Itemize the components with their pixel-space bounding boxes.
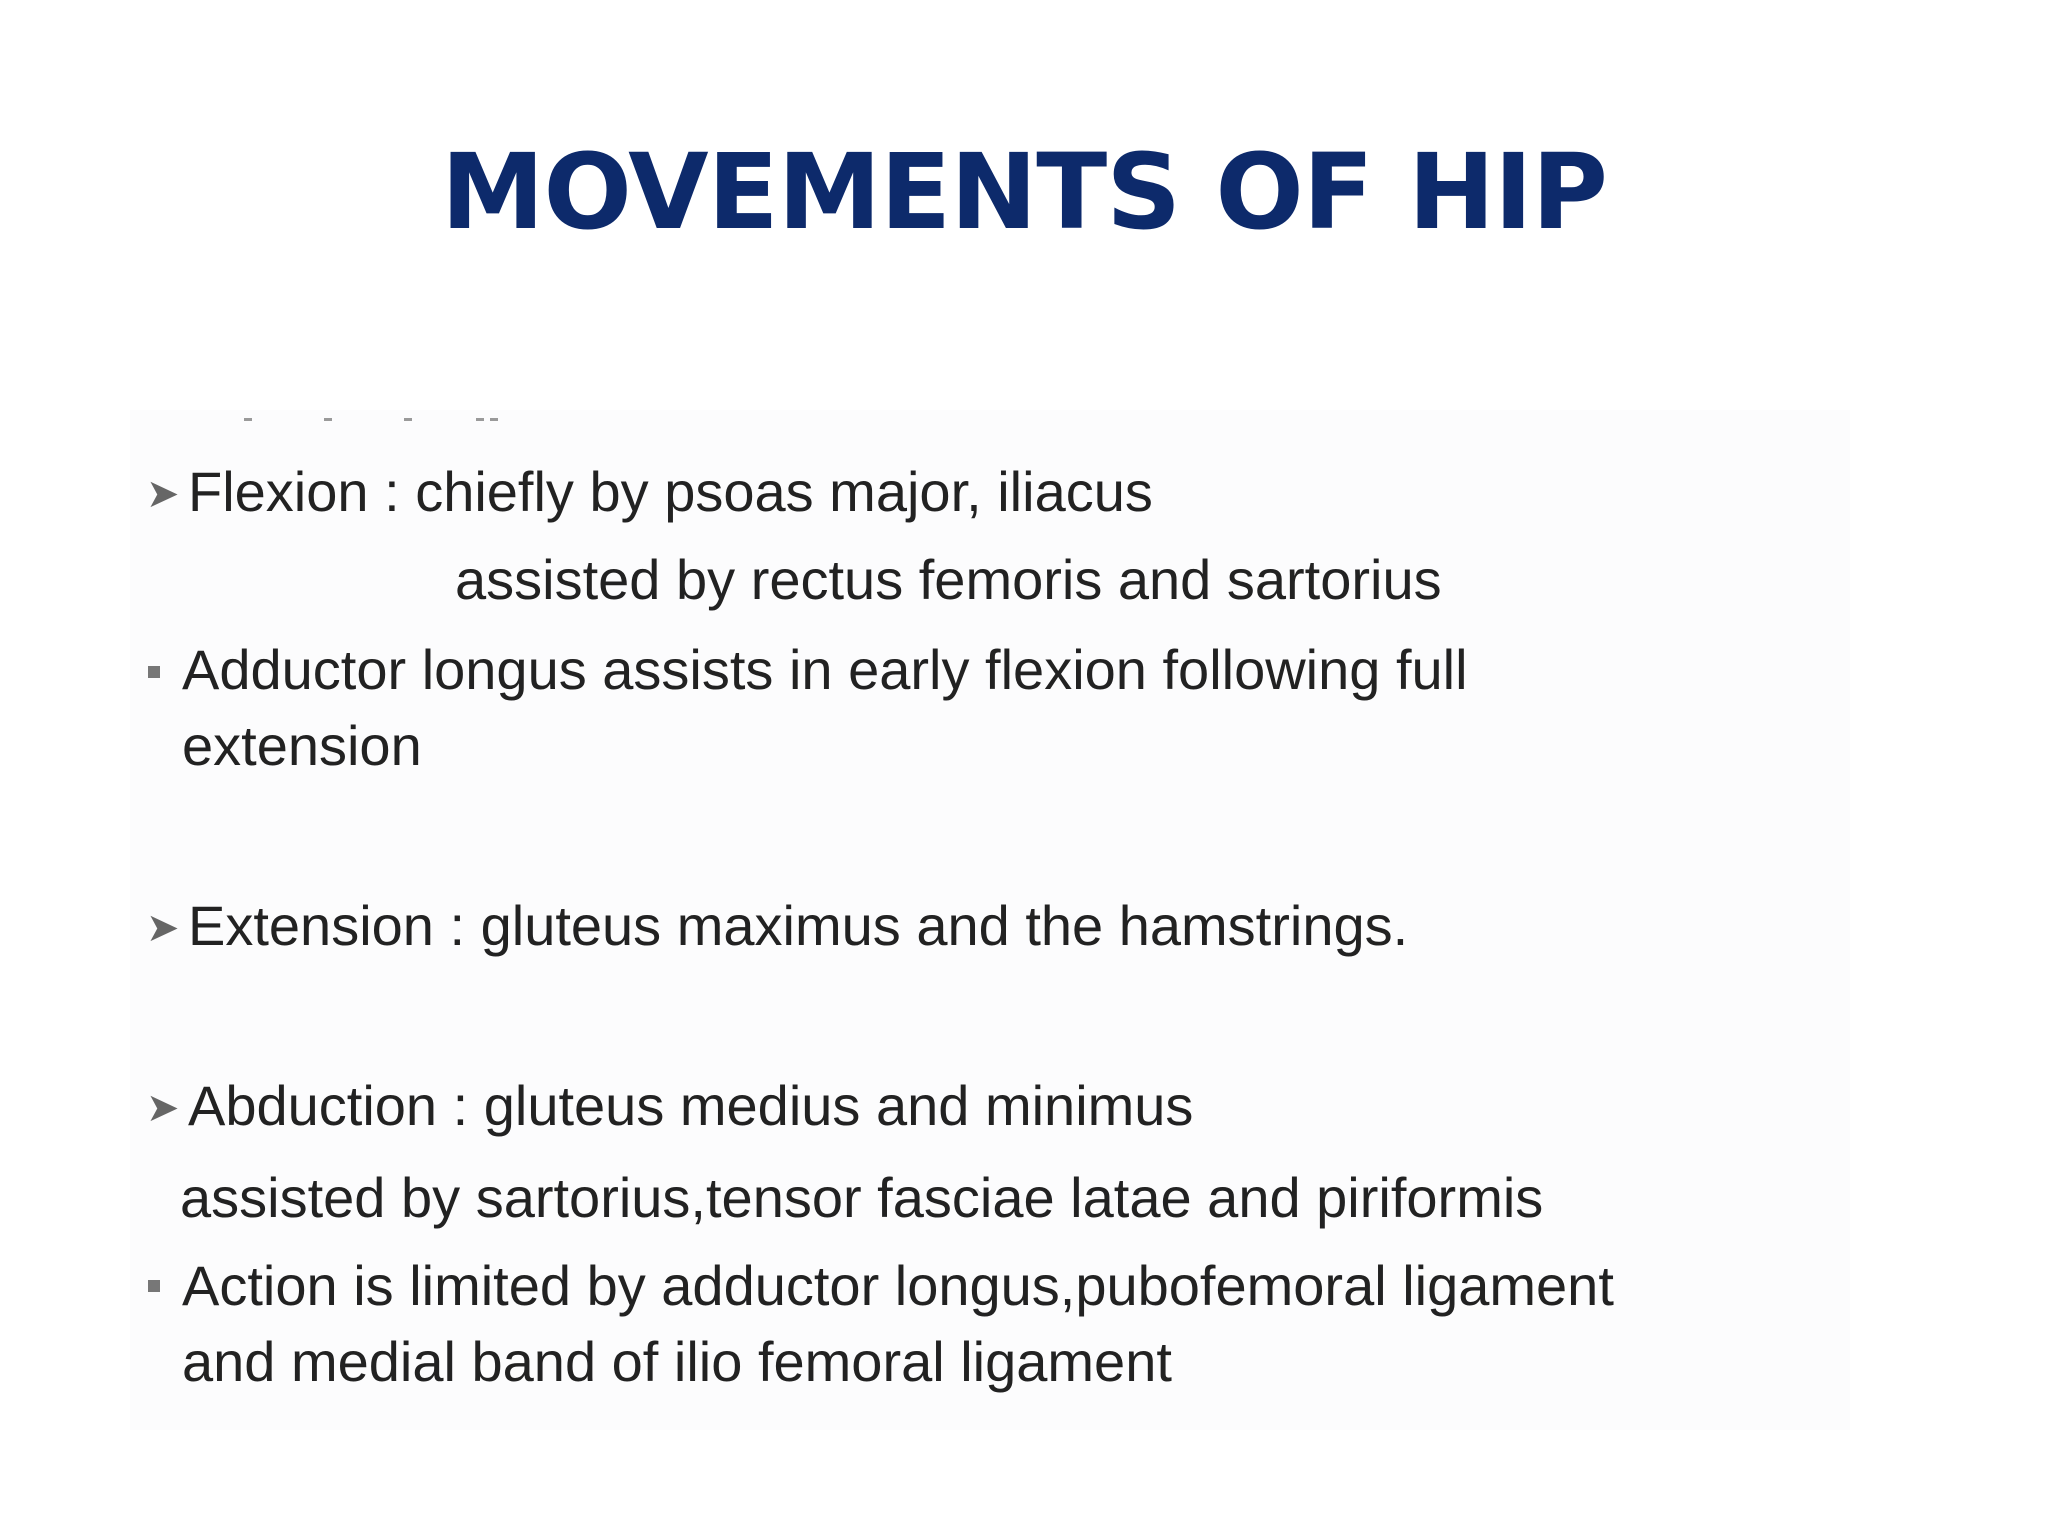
- bullet-text-line: extension: [182, 714, 422, 777]
- bullet-text-line: Flexion : chiefly by psoas major, iliacus: [188, 460, 1153, 523]
- arrowhead-bullet-icon: ➤: [146, 471, 180, 517]
- slide-title: MOVEMENTS OF HIP: [441, 131, 1607, 253]
- arrowhead-bullet-icon: ➤: [146, 905, 180, 951]
- cropped-text-remnant: [240, 410, 520, 420]
- arrowhead-bullet-icon: ➤: [146, 1085, 180, 1131]
- square-bullet-icon: [148, 1280, 160, 1292]
- bullet-text-line: Abduction : gluteus medius and minimus: [188, 1074, 1194, 1137]
- square-bullet-icon: [148, 666, 160, 678]
- dash: [490, 418, 498, 421]
- bullet-text-line: assisted by sartorius,tensor fasciae latae and piriformis: [180, 1166, 1544, 1229]
- bullet-text-line: Adductor longus assists in early flexion following full: [182, 638, 1468, 701]
- bullet-text-line: and medial band of ilio femoral ligament: [182, 1330, 1172, 1393]
- bullet-text-line: assisted by rectus femoris and sartorius: [455, 548, 1442, 611]
- dash: [476, 418, 484, 421]
- dash: [244, 418, 252, 421]
- dash: [404, 418, 412, 421]
- dash: [324, 418, 332, 421]
- bullet-text-line: Action is limited by adductor longus,pubofemoral ligament: [182, 1254, 1614, 1317]
- bullet-text-line: Extension : gluteus maximus and the hamstrings.: [188, 894, 1409, 957]
